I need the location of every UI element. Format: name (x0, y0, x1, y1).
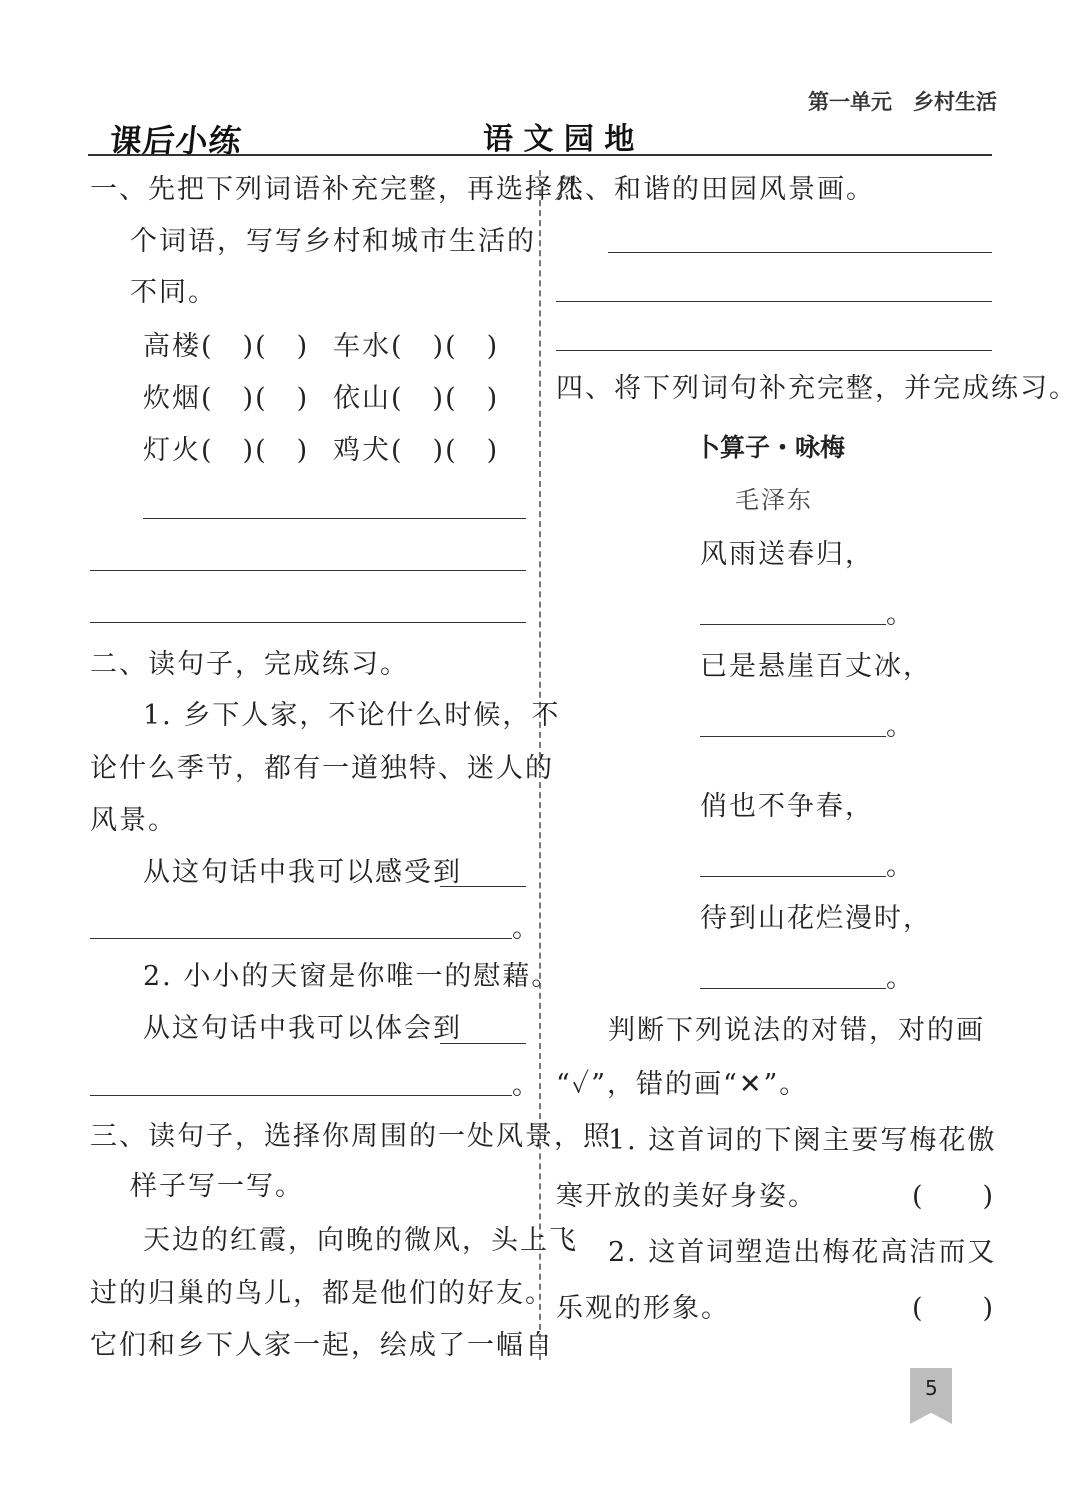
q3-passage-line-4: 然、和谐的田园风景画。 (556, 174, 875, 205)
answer-line[interactable] (440, 886, 526, 887)
unit-label: 第一单元 乡村生活 (808, 90, 997, 114)
q3-line-2: 样子写一写。 (130, 1171, 304, 1202)
word-fill-2: 车水( )( ) (333, 331, 500, 362)
poem-line-3: 俏也不争春， (700, 791, 874, 822)
q2-sentence-2: 2. 小小的天窗是你唯一的慰藉。 (143, 961, 561, 992)
poem-line-1: 风雨送春归， (700, 539, 874, 570)
period-mark: 。 (512, 913, 541, 944)
answer-line[interactable] (90, 1095, 512, 1096)
q2-prompt-1: 从这句话中我可以感受到 (143, 857, 462, 888)
judge-item-1-line-2: 寒开放的美好身姿。 (556, 1181, 817, 1212)
blank-end-mark: 。 (886, 711, 915, 742)
answer-line[interactable] (556, 350, 992, 351)
poem-line-4: 待到山花烂漫时， (700, 903, 932, 934)
q3-passage-line-2: 过的归巢的鸟儿，都是他们的好友。 (90, 1278, 554, 1309)
answer-line[interactable] (608, 252, 992, 253)
answer-line[interactable] (90, 938, 512, 939)
q2-title: 二、读句子，完成练习。 (90, 649, 409, 680)
q3-passage-line-1: 天边的红霞，向晚的微风，头上飞 (143, 1225, 578, 1256)
q2-sentence-1-line-2: 论什么季节，都有一道独特、迷人的 (90, 753, 554, 784)
judge-item-1-line-1: 1. 这首词的下阕主要写梅花傲 (608, 1125, 997, 1156)
answer-line[interactable] (143, 518, 526, 519)
judge-item-2-line-1: 2. 这首词塑造出梅花高洁而又 (608, 1237, 997, 1268)
page-title: 语 文 园 地 (483, 122, 635, 157)
q2-sentence-1-line-3: 风景。 (90, 805, 177, 836)
answer-parentheses[interactable]: ( ) (912, 1181, 996, 1212)
poem-blank[interactable] (700, 876, 886, 877)
word-fill-3: 炊烟( )( ) (143, 383, 310, 414)
word-fill-6: 鸡犬( )( ) (333, 435, 500, 466)
q2-sentence-1-line-1: 1. 乡下人家，不论什么时候，不 (143, 700, 561, 731)
q3-line-1: 三、读句子，选择你周围的一处风景，照 (90, 1121, 612, 1152)
q4-title: 四、将下列词句补充完整，并完成练习。 (556, 373, 1078, 404)
word-fill-1: 高楼( )( ) (143, 331, 310, 362)
poem-blank[interactable] (700, 624, 886, 625)
word-fill-5: 灯火( )( ) (143, 435, 310, 466)
q2-prompt-2: 从这句话中我可以体会到 (143, 1013, 462, 1044)
answer-line[interactable] (440, 1043, 526, 1044)
answer-line[interactable] (556, 301, 992, 302)
judge-instruction-line-2: “✓”，错的画“✕”。 (556, 1069, 809, 1100)
blank-end-mark: 。 (886, 599, 915, 630)
answer-line[interactable] (90, 570, 526, 571)
period-mark: 。 (512, 1070, 541, 1101)
poem-title: 卜算子・咏梅 (695, 433, 846, 462)
q3-passage-line-3: 它们和乡下人家一起，绘成了一幅自 (90, 1330, 554, 1361)
header-rule (88, 154, 992, 156)
poem-line-2: 已是悬崖百丈冰， (700, 651, 932, 682)
answer-line[interactable] (90, 622, 526, 623)
section-badge: 课后小练 (107, 122, 244, 160)
blank-end-mark: 。 (886, 851, 915, 882)
poem-author: 毛泽东 (735, 486, 813, 514)
judge-instruction-line-1: 判断下列说法的对错，对的画 (608, 1015, 985, 1046)
page-number: 5 (925, 1376, 938, 1400)
blank-end-mark: 。 (886, 963, 915, 994)
word-fill-4: 依山( )( ) (333, 383, 500, 414)
q1-line-2: 个词语，写写乡村和城市生活的 (130, 226, 536, 257)
judge-item-2-line-2: 乐观的形象。 (556, 1293, 730, 1324)
poem-blank[interactable] (700, 988, 886, 989)
answer-parentheses[interactable]: ( ) (912, 1293, 996, 1324)
q1-line-1: 一、先把下列词语补充完整，再选择几 (90, 174, 583, 205)
q1-line-3: 不同。 (130, 277, 217, 308)
poem-blank[interactable] (700, 736, 886, 737)
